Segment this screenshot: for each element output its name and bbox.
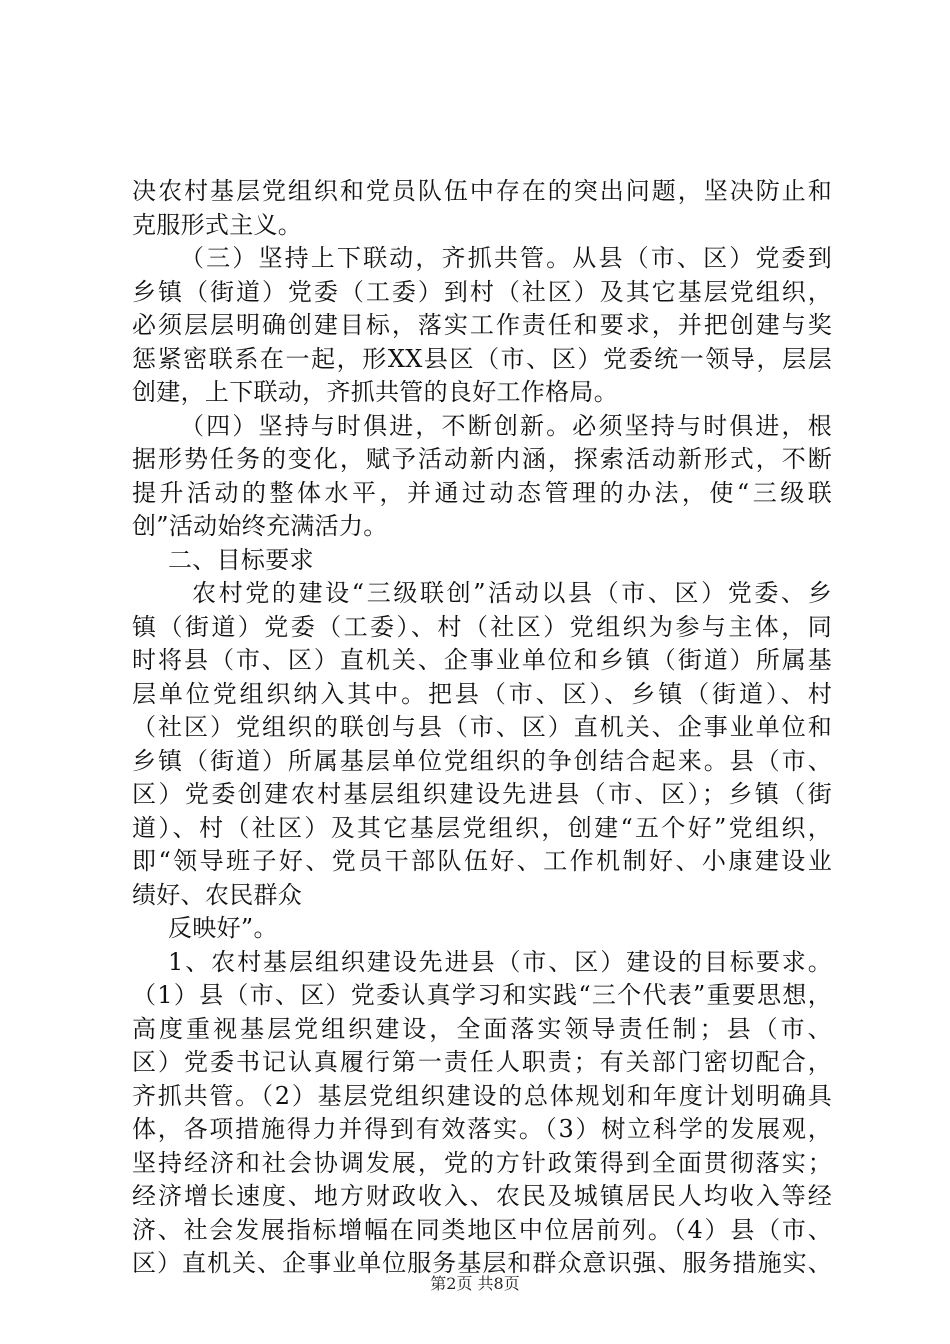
text-line: 体，各项措施得力并得到有效落实。（3）树立科学的发展观， <box>132 1115 832 1143</box>
text-line: 即“领导班子好、党员干部队伍好、工作机制好、小康建设业 <box>132 847 832 875</box>
text-line: 镇（街道）党委（工委）、村（社区）党组织为参与主体，同 <box>132 612 832 641</box>
text-line: 道）、村（社区）及其它基层党组织，创建“五个好”党组织， <box>132 813 832 842</box>
text-line: （四）坚持与时俱进，不断创新。必须坚持与时俱进，根 <box>180 411 832 440</box>
text-line: 济、社会发展指标增幅在同类地区中位居前列。（4）县（市、 <box>132 1215 832 1244</box>
body-text <box>132 175 832 1281</box>
text-line: 区）党委创建农村基层组织建设先进县（市、区）；乡镇（街 <box>132 780 832 808</box>
text-line: 惩紧密联系在一起，形XX县区（市、区）党委统一领导，层层 <box>132 344 832 373</box>
page-number-footer: 第2页 共8页 <box>430 1274 520 1293</box>
text-line: 齐抓共管。（2）基层党组织建设的总体规划和年度计划明确具 <box>132 1081 832 1110</box>
text-line: 据形势任务的变化，赋予活动新内涵，探索活动新形式，不断 <box>132 445 832 473</box>
text-line: 反映好”。 <box>168 914 278 942</box>
text-line: 农村党的建设“三级联创”活动以县（市、区）党委、乡 <box>192 579 832 607</box>
text-line: 克服形式主义。 <box>132 210 303 239</box>
text-line: 必须层层明确创建目标，落实工作责任和要求，并把创建与奖 <box>132 311 832 339</box>
text-line: 坚持经济和社会协调发展，党的方针政策得到全面贯彻落实； <box>132 1148 832 1177</box>
text-line: 乡镇（街道）党委（工委）到村（社区）及其它基层党组织， <box>132 277 832 306</box>
text-line: 经济增长速度、地方财政收入、农民及城镇居民人均收入等经 <box>132 1182 832 1210</box>
text-line: 区）党委书记认真履行第一责任人职责；有关部门密切配合， <box>132 1048 832 1076</box>
text-line: 创”活动始终充满活力。 <box>132 512 388 540</box>
text-line: 高度重视基层党组织建设，全面落实领导责任制；县（市、 <box>132 1014 832 1043</box>
text-line: 乡镇（街道）所属基层单位党组织的争创结合起来。县（市、 <box>132 746 832 775</box>
text-line: （社区）党组织的联创与县（市、区）直机关、企事业单位和 <box>132 713 832 741</box>
text-line: 创建，上下联动，齐抓共管的良好工作格局。 <box>132 378 618 406</box>
section-heading: 二、目标要求 <box>168 545 314 574</box>
text-line: 提升活动的整体水平，并通过动态管理的办法，使“三级联 <box>132 478 832 507</box>
text-line: （1）县（市、区）党委认真学习和实践“三个代表”重要思想， <box>132 981 832 1009</box>
text-line: 决农村基层党组织和党员队伍中存在的突出问题，坚决防止和 <box>132 177 832 205</box>
text-line: 层单位党组织纳入其中。把县（市、区）、乡镇（街道）、村 <box>132 679 832 708</box>
text-line: 1、农村基层组织建设先进县（市、区）建设的目标要求。 <box>168 947 832 976</box>
text-line: 区）直机关、企事业单位服务基层和群众意识强、服务措施实、 <box>132 1249 832 1277</box>
text-line: 时将县（市、区）直机关、企事业单位和乡镇（街道）所属基 <box>132 646 832 674</box>
text-line: （三）坚持上下联动，齐抓共管。从县（市、区）党委到 <box>180 244 832 272</box>
text-line: 绩好、农民群众 <box>132 880 303 909</box>
